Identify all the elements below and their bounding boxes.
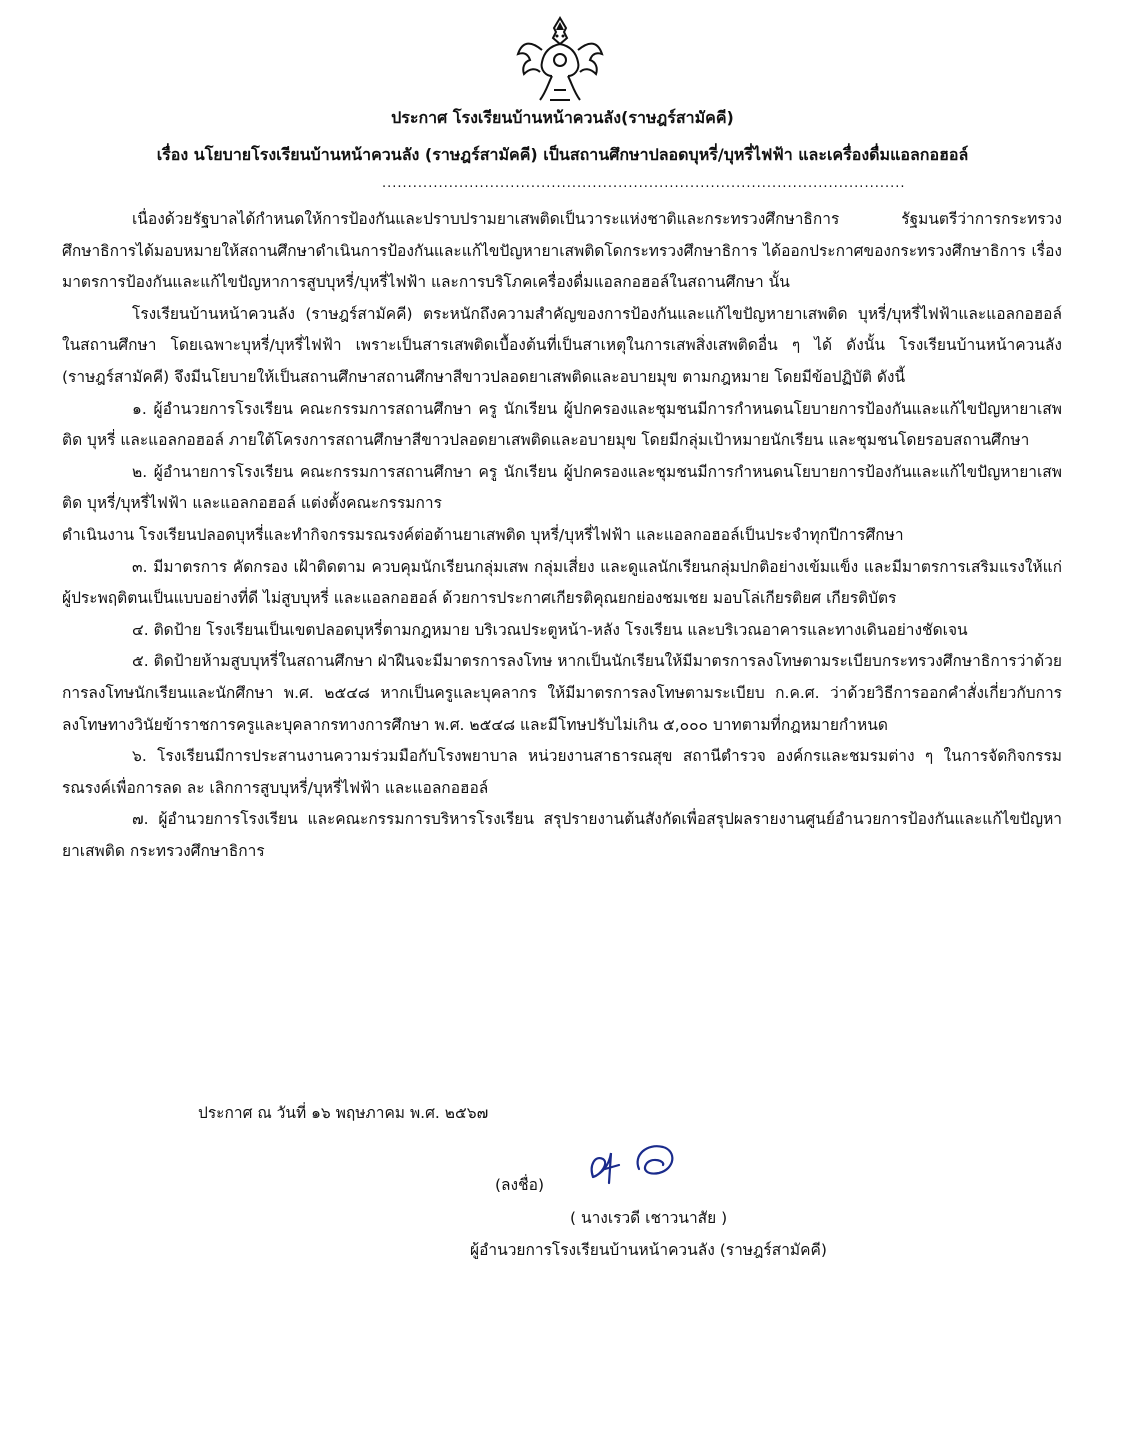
garuda-emblem-icon: [510, 10, 610, 110]
intro-paragraph: เนื่องด้วยรัฐบาลได้กำหนดให้การป้องกันและปราบปรามยาเสพติดเป็นวาระแห่งชาติและกระทรวงศึกษาธิการ รัฐมนตรีว่าการกระทรวงศึกษาธิการได้มอบหมายให้สถานศึกษาดำเนินการป้องกันและแก้ไขปัญหายาเสพติดโดกระทรวงศึกษาธิการ ได้ออกประกาศของกระทรวงศึกษาธิการ เรื่อง มาตรการป้องกันและแก้ไขปัญหาการสูบบุหรี่/บุหรี่ไฟฟ้า และการบริโภคเครื่องดื่มแอลกอฮอล์ในสถานศึกษา นั้น: [62, 210, 1062, 292]
policy-paragraph: โรงเรียนบ้านหน้าควนลัง (ราษฎร์สามัคคี) ตระหนักถึงความสำคัญของการป้องกันและแก้ไขปัญหายาเสพติด บุหรี่/บุหรี่ไฟฟ้าและแอลกอฮอล์ในสถานศึกษา โดยเฉพาะบุหรี่/บุหรี่ไฟฟ้า เพราะเป็นสารเสพติดเบื้องต้นที่เป็นสาเหตุในการเสพสิ่งเสพติดอื่น ๆ ได้ ดังนั้น โรงเรียนบ้านหน้าควนลัง (ราษฎร์สามัคคี) จึงมีนโยบายให้เป็นสถานศึกษาสถานศึกษาสีขาวปลอดยาเสพติดและอบายมุข ตามกฎหมาย โดยมีข้อปฏิบัติ ดังนี้: [62, 304, 1062, 386]
signer-name: ( นางเรวดี เชาวนาสัย ): [570, 1209, 728, 1227]
policy-item-3: ๓. มีมาตรการ คัดกรอง เฝ้าติดตาม ควบคุมนักเรียนกลุ่มเสพ กลุ่มเสี่ยง และดูแลนักเรียนกลุ่มปกติอย่างเข้มแข็ง และมีมาตรการเสริมแรงให้แก่ผู้ประพฤติตนเป็นแบบอย่างที่ดี ไม่สูบบุหรี่ และแอลกอฮอล์ ด้วยการประกาศเกียรติคุณยกย่องชมเชย มอบโล่เกียรติยศ เกียรติบัตร: [62, 557, 1062, 608]
announcement-title: ประกาศ โรงเรียนบ้านหน้าควนลัง(ราษฎร์สามัคคี): [391, 108, 734, 127]
separator-line: ......................................................................................................: [382, 176, 906, 191]
signed-label: (ลงชื่อ): [495, 1176, 544, 1194]
policy-item-2: ๒. ผู้อำนายการโรงเรียน คณะกรรมการสถานศึกษา ครู นักเรียน ผู้ปกครองและชุมชนมีการกำหนดนโยบายการป้องกันและแก้ไขปัญหายาเสพติด บุหรี่/บุหรี่ไฟฟ้า และแอลกอฮอล์ แต่งตั้งคณะกรรมการ: [62, 462, 1062, 513]
policy-item-6: ๖. โรงเรียนมีการประสานงานความร่วมมือกับโรงพยาบาล หน่วยงานสาธารณสุข สถานีตำรวจ องค์กรและชมรมต่าง ๆ ในการจัดกิจกรรมรณรงค์เพื่อการลด ละ เลิกการสูบบุหรี่/บุหรี่ไฟฟ้า และแอลกอฮอล์: [62, 747, 1062, 797]
policy-item-4: ๔. ติดป้าย โรงเรียนเป็นเขตปลอดบุหรี่ตามกฎหมาย บริเวณประตูหน้า-หลัง โรงเรียน และบริเวณอาคารและทางเดินอย่างชัดเจน: [132, 620, 968, 639]
policy-item-1: ๑. ผู้อำนวยการโรงเรียน คณะกรรมการสถานศึกษา ครู นักเรียน ผู้ปกครองและชุมชนมีการกำหนดนโยบายการป้องกันและแก้ไขปัญหายาเสพติด บุหรี่ และแอลกอฮอล์ ภายใต้โครงการสถานศึกษาสีขาวปลอดยาเสพติดและอบายมุข โดยมีกลุ่มเป้าหมายนักเรียน และชุมชนโดยรอบสถานศึกษา: [62, 399, 1062, 450]
policy-item-2-continued: ดำเนินงาน โรงเรียนปลอดบุหรี่และทำกิจกรรมรณรงค์ต่อต้านยาเสพติด บุหรี่/บุหรี่ไฟฟ้า และแอลกอฮอล์เป็นประจำทุกปีการศึกษา: [62, 525, 904, 544]
announcement-body: [62, 204, 1062, 867]
announcement-subject: เรื่อง นโยบายโรงเรียนบ้านหน้าควนลัง (ราษฎร์สามัคคี) เป็นสถานศึกษาปลอดบุหรี่/บุหรี่ไฟฟ้า และเครื่องดื่มแอลกอฮอล์: [156, 145, 969, 164]
policy-item-5: ๕. ติดป้ายห้ามสูบบุหรี่ในสถานศึกษา ฝ่าฝืนจะมีมาตรการลงโทษ หากเป็นนักเรียนให้มีมาตรการลงโทษตามระเบียบกระทรวงศึกษาธิการว่าด้วยการลงโทษนักเรียนและนักศึกษา พ.ศ. ๒๕๔๘ หากเป็นครูและบุคลากร ให้มีมาตรการลงโทษตามระเบียบ ก.ค.ศ. ว่าด้วยวิธีการออกคำสั่งเกี่ยวกับการลงโทษทางวินัยข้าราชการครูและบุคลากรทางการศึกษา พ.ศ. ๒๕๔๘ และมีโทษปรับไม่เกิน ๕,๐๐๐ บาทตามที่กฎหมายกำหนด: [62, 652, 1062, 734]
signature-mark: [575, 1125, 695, 1195]
signer-position: ผู้อำนวยการโรงเรียนบ้านหน้าควนลัง (ราษฎร์สามัคคี): [470, 1241, 827, 1259]
policy-item-7: ๗. ผู้อำนวยการโรงเรียน และคณะกรรมการบริหารโรงเรียน สรุปรายงานต้นสังกัดเพื่อสรุปผลรายงานศูนย์อำนวยการป้องกันและแก้ไขปัญหายาเสพติด กระทรวงศึกษาธิการ: [62, 810, 1062, 860]
announcement-date: ประกาศ ณ วันที่ ๑๖ พฤษภาคม พ.ศ. ๒๕๖๗: [198, 1104, 489, 1122]
